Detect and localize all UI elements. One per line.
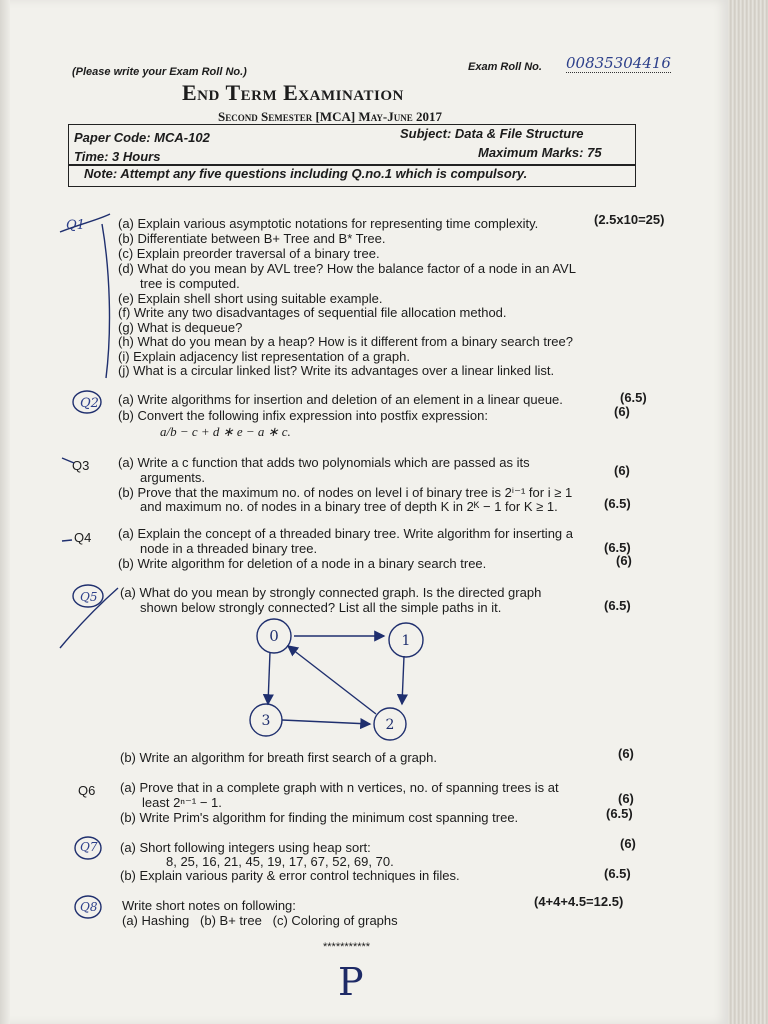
q7-a-marks: (6) [620,836,636,851]
q6-label: Q6 [78,783,96,798]
roll-instruction: (Please write your Exam Roll No.) [72,66,247,78]
q1-item-h: (h) What do you mean by a heap? How is it different from a binary search tree? [118,334,573,349]
q2-ink-circle [73,391,101,413]
q5-a-line1: (a) What do you mean by strongly connected graph. Is the directed graph [120,585,542,600]
q6-a-line2: least 2ⁿ⁻¹ − 1. [142,795,222,810]
q7-a: (a) Short following integers using heap sort: [120,840,371,855]
end-stars: *********** [323,941,371,953]
q3-b-line2: and maximum no. of nodes in a binary tree of depth K in 2ᴷ − 1 for K ≥ 1. [140,499,558,514]
q4-a-line1: (a) Explain the concept of a threaded binary tree. Write algorithm for inserting a [118,526,573,541]
q7-b-marks: (6.5) [604,866,631,881]
q1-item-j: (j) What is a circular linked list? Write its advantages over a linear linked list. [118,363,555,378]
q1-item-d: (d) What do you mean by AVL tree? How the balance factor of a node in an AVL [118,261,576,276]
q6-b: (b) Write Prim's algorithm for finding the minimum cost spanning tree. [120,810,519,825]
q4-label: Q4 [74,530,92,545]
q2-expression: a/b − c + d ∗ e − a ∗ c. [160,424,291,439]
q1-marks: (2.5x10=25) [594,212,665,227]
q5-label: Q5 [80,590,98,604]
q5-a-line2: shown below strongly connected? List all the simple paths in it. [140,600,502,615]
q2-label: Q2 [80,396,99,411]
q3-a-line1: (a) Write a c function that adds two polynomials which are passed as its [118,455,530,470]
node-2-label: 2 [385,717,395,733]
q8-marks: (4+4+4.5=12.5) [534,894,624,909]
q7-integer-list: 8, 25, 16, 21, 45, 19, 17, 67, 52, 69, 70. [166,854,394,869]
q1-item-b: (b) Differentiate between B+ Tree and B* Tree. [118,231,386,246]
subject: Subject: Data & File Structure [400,126,584,141]
q2-b: (b) Convert the following infix expression into postfix expression: [118,408,488,423]
q7-label: Q7 [80,840,98,854]
q7-ink-circle [75,837,101,859]
q3-label: Q3 [72,458,90,473]
q4-a-marks: (6.5) [604,540,631,555]
q3-ink-arrow [62,458,74,463]
max-marks: Maximum Marks: 75 [478,145,602,160]
q5-b-marks: (6) [618,746,634,761]
time-allowed: Time: 3 Hours [74,149,161,164]
q5-a-marks: (6.5) [604,598,631,613]
q2-a: (a) Write algorithms for insertion and deletion of an element in a linear queue. [118,392,563,407]
q4-b: (b) Write algorithm for deletion of a node in a binary search tree. [118,556,487,571]
q4-a-line2: node in a threaded binary tree. [140,541,318,556]
q2-a-marks: (6.5) [620,390,647,405]
q8-ink-circle [75,896,101,918]
node-3-label: 3 [261,713,271,729]
q2-b-marks: (6) [614,404,630,419]
q6-b-marks: (6.5) [606,806,633,821]
roll-label: Exam Roll No. [468,61,542,73]
q1-item-g: (g) What is dequeue? [118,320,243,335]
q1-item-d-cont: tree is computed. [140,276,240,291]
q1-label: Q1 [66,218,85,233]
q1-item-f: (f) Write any two disadvantages of sequential file allocation method. [118,305,507,320]
note: Note: Attempt any five questions including Q.no.1 which is compulsory. [84,166,528,181]
q5-b: (b) Write an algorithm for breath first search of a graph. [120,750,437,765]
semester-line: Second Semester [MCA] May-June 2017 [218,109,442,124]
q3-b-marks: (6.5) [604,496,631,511]
q1-item-c: (c) Explain preorder traversal of a binary tree. [118,246,380,261]
q6-a-marks: (6) [618,791,634,806]
q6-a-line1: (a) Prove that in a complete graph with n vertices, no. of spanning trees is at [120,780,559,795]
q1-tick-line [102,224,109,378]
node-0-label: 0 [269,627,279,645]
q1-item-i: (i) Explain adjacency list representation of a graph. [118,349,410,364]
q1-item-e: (e) Explain shell short using suitable example. [118,291,383,306]
q8-label: Q8 [80,900,98,914]
q5-ink-stroke [60,588,118,648]
exam-title: End Term Examination [182,80,404,105]
q3-b-line1: (b) Prove that the maximum no. of nodes on level i of binary tree is 2ⁱ⁻¹ for i ≥ 1 [118,485,573,500]
q4-b-marks: (6) [616,553,632,568]
page-edges [728,0,768,1024]
roll-number: 00835304416 [566,54,671,72]
paper-code: Paper Code: MCA-102 [74,130,210,145]
q3-a-marks: (6) [614,463,630,478]
q8-intro: Write short notes on following: [122,898,296,913]
q4-ink-arrow [62,540,72,541]
q5-ink-circle [73,585,103,607]
q1-item-a: (a) Explain various asymptotic notations for representing time complexity. [118,216,539,231]
q7-b: (b) Explain various parity & error control techniques in files. [120,868,460,883]
node-1-label: 1 [401,633,411,649]
handwritten-page-mark: P [338,960,364,1004]
q3-a-line2: arguments. [140,470,206,485]
q8-items: (a) Hashing (b) B+ tree (c) Coloring of graphs [122,913,398,928]
